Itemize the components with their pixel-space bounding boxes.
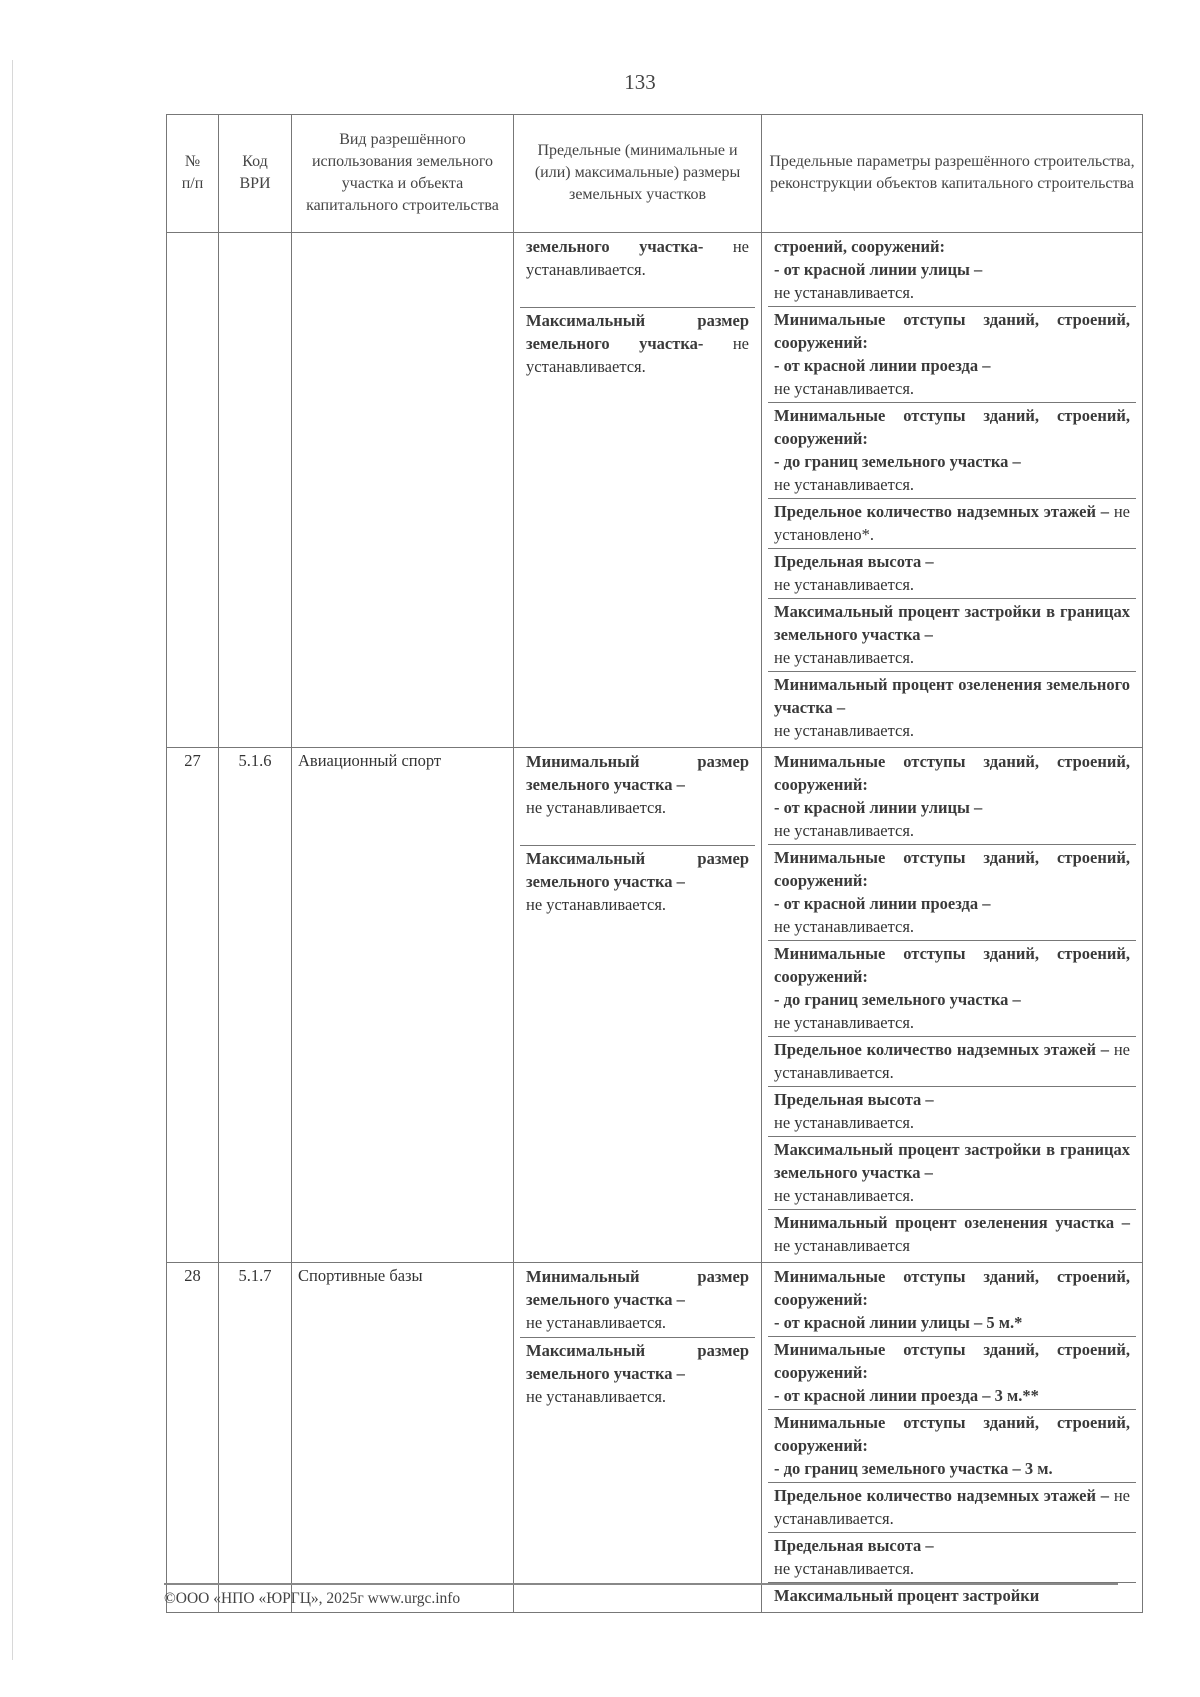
- param-item: [768, 1410, 1136, 1483]
- param-item: [768, 599, 1136, 672]
- footer-copyright: ©ООО «НПО «ЮРГЦ», 2025г www.urgc.info: [164, 1590, 461, 1607]
- param-item: [768, 549, 1136, 599]
- header-use: Вид разрешённого использования земельного участка и объекта капитального строительства: [292, 115, 514, 233]
- param-item: [768, 845, 1136, 941]
- regulations-table: [166, 114, 1143, 1613]
- bold-text: Максимальный размер земельного участка –: [526, 848, 749, 891]
- param-item: [768, 941, 1136, 1037]
- plain-text: не устанавливается.: [774, 1486, 1130, 1528]
- param-item: [768, 1583, 1136, 1610]
- plain-text: не устанавливается.: [774, 475, 915, 494]
- size-limits: [514, 748, 762, 1263]
- bold-text: Минимальные отступы зданий, строений, сооружений: - от красной линии улицы – 5 м.*: [774, 1267, 1130, 1332]
- bold-text: Максимальный размер земельного участка-: [526, 310, 749, 353]
- plain-text: не установлено*.: [774, 502, 1130, 544]
- plain-text: не устанавливается.: [774, 1113, 915, 1132]
- param-item: [768, 672, 1136, 745]
- param-item: [768, 1533, 1136, 1583]
- row-number: 28: [167, 1263, 219, 1613]
- plain-text: не устанавливается.: [774, 1186, 915, 1205]
- header-params: Предельные параметры разрешённого строительства, реконструкции объектов капитального строительства: [762, 115, 1143, 233]
- param-item: [768, 1137, 1136, 1210]
- size-limit-item: [520, 1264, 755, 1337]
- bold-text: Минимальные отступы зданий, строений, сооружений: - до границ земельного участка –: [774, 944, 1130, 1009]
- header-code: Код ВРИ: [219, 115, 292, 233]
- table-row: [167, 233, 1143, 748]
- table-row: [167, 1263, 1143, 1613]
- vri-code: 5.1.6: [219, 748, 292, 1263]
- param-item: [768, 307, 1136, 403]
- bold-text: Максимальный процент застройки в границах земельного участка –: [774, 602, 1130, 644]
- table-body: [167, 233, 1143, 1613]
- bold-text: строений, сооружений: - от красной линии улицы –: [774, 237, 983, 279]
- header-size: Предельные (минимальные и (или) максимальные) размеры земельных участков: [514, 115, 762, 233]
- permitted-use: [292, 233, 514, 748]
- param-item: [768, 1087, 1136, 1137]
- plain-text: не устанавливается.: [526, 894, 667, 914]
- plain-text: не устанавливается.: [774, 283, 915, 302]
- bold-text: земельного участка-: [526, 237, 704, 256]
- table-row: [167, 748, 1143, 1263]
- param-item: [768, 403, 1136, 499]
- construction-params: [762, 748, 1143, 1263]
- size-limit-item: [520, 845, 755, 1260]
- param-item: [768, 499, 1136, 549]
- bold-text: Предельная высота –: [774, 552, 934, 571]
- size-limit-item: [520, 749, 755, 845]
- permitted-use: Спортивные базы: [292, 1263, 514, 1613]
- plain-text: не устанавливается.: [526, 333, 750, 376]
- size-limit-item: [520, 307, 755, 745]
- vri-code: 5.1.7: [219, 1263, 292, 1613]
- plain-text: не устанавливается.: [774, 1040, 1130, 1082]
- permitted-use: Авиационный спорт: [292, 748, 514, 1263]
- plain-text: не устанавливается.: [774, 1013, 915, 1032]
- bold-text: Минимальные отступы зданий, строений, сооружений: - от красной линии проезда – 3 м.**: [774, 1340, 1130, 1405]
- plain-text: не устанавливается.: [774, 721, 915, 740]
- param-item: [768, 1337, 1136, 1410]
- plain-text: не устанавливается.: [774, 379, 915, 398]
- footer-divider: [164, 1583, 1118, 1585]
- bold-text: Предельное количество надземных этажей –: [774, 1486, 1110, 1505]
- plain-text: не устанавливается.: [774, 1559, 915, 1578]
- bold-text: Минимальные отступы зданий, строений, сооружений: - от красной линии улицы –: [774, 752, 1130, 817]
- row-number: [167, 233, 219, 748]
- page-number: 133: [624, 70, 656, 94]
- bold-text: Предельная высота –: [774, 1090, 934, 1109]
- bold-text: Минимальные отступы зданий, строений, сооружений: - до границ земельного участка –: [774, 406, 1130, 471]
- plain-text: не устанавливается.: [526, 237, 750, 279]
- construction-params: [762, 233, 1143, 748]
- size-limits: [514, 233, 762, 748]
- header-num: № п/п: [167, 115, 219, 233]
- plain-text: не устанавливается.: [774, 575, 915, 594]
- size-limits: [514, 1263, 762, 1613]
- bold-text: Предельное количество надземных этажей –: [774, 1040, 1110, 1059]
- row-number: 27: [167, 748, 219, 1263]
- plain-text: не устанавливается.: [526, 1313, 667, 1332]
- bold-text: Предельное количество надземных этажей –: [774, 502, 1110, 521]
- bold-text: Минимальный процент озеленения земельного участка –: [774, 675, 1130, 717]
- bold-text: Минимальные отступы зданий, строений, сооружений: - от красной линии проезда –: [774, 848, 1130, 913]
- bold-text: Минимальные отступы зданий, строений, сооружений: - от красной линии проезда –: [774, 310, 1130, 375]
- plain-text: не устанавливается.: [774, 917, 915, 936]
- plain-text: не устанавливается.: [774, 821, 915, 840]
- plain-text: не устанавливается.: [526, 1386, 667, 1406]
- param-item: [768, 234, 1136, 307]
- bold-text: Предельная высота –: [774, 1536, 934, 1555]
- param-item: [768, 1483, 1136, 1533]
- size-limit-item: [520, 234, 755, 307]
- bold-text: Максимальный процент застройки в границах земельного участка –: [774, 1140, 1130, 1182]
- vri-code: [219, 233, 292, 748]
- bold-text: Минимальный процент озеленения участка –: [774, 1213, 1130, 1232]
- bold-text: Минимальный размер земельного участка –: [526, 752, 749, 794]
- bold-text: Минимальный размер земельного участка –: [526, 1267, 749, 1309]
- size-limit-item: [520, 1337, 755, 1610]
- param-item: [768, 1264, 1136, 1337]
- plain-text: не устанавливается.: [526, 798, 667, 817]
- param-item: [768, 1037, 1136, 1087]
- bold-text: Максимальный процент застройки: [774, 1586, 1040, 1605]
- bold-text: Максимальный размер земельного участка –: [526, 1340, 749, 1383]
- param-item: [768, 1210, 1136, 1260]
- construction-params: [762, 1263, 1143, 1613]
- plain-text: не устанавливается: [774, 1236, 910, 1255]
- scan-edge: [12, 60, 13, 1660]
- plain-text: не устанавливается.: [774, 648, 915, 667]
- param-item: [768, 749, 1136, 845]
- bold-text: Минимальные отступы зданий, строений, сооружений: - до границ земельного участка – 3 м.: [774, 1413, 1130, 1478]
